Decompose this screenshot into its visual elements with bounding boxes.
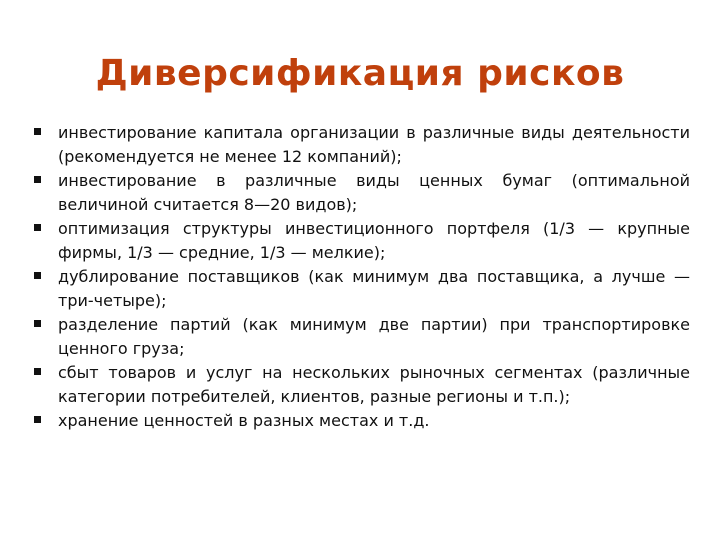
bullet-text: оптимизация структуры инвестиционного портфеля (1/3 — крупные фирмы, 1/3 — средние, 1/3 — мелкие); [58,219,690,262]
bullet-text: сбыт товаров и услуг на нескольких рыночных сегментах (различные категории потребителей, клиентов, разные регионы и т.п.); [58,363,690,406]
square-bullet-icon [34,176,41,183]
square-bullet-icon [34,224,41,231]
square-bullet-icon [34,128,41,135]
bullet-item [34,313,690,361]
bullet-item [34,361,690,409]
bullet-item [34,409,690,433]
bullet-item [34,169,690,217]
bullet-text: разделение партий (как минимум две партии) при транспортировке ценного груза; [58,315,690,358]
bullet-text: инвестирование в различные виды ценных бумаг (оптимальной величиной считается 8—20 видов); [58,171,690,214]
square-bullet-icon [34,272,41,279]
bullet-item [34,265,690,313]
bullet-item [34,217,690,265]
bullet-list [34,121,690,433]
square-bullet-icon [34,416,41,423]
bullet-text: дублирование поставщиков (как минимум два поставщика, а лучше — три-четыре); [58,267,690,310]
bullet-text: инвестирование капитала организации в различные виды деятельности (рекомендуется не менее 12 компаний); [58,123,690,166]
square-bullet-icon [34,368,41,375]
bullet-text: хранение ценностей в разных местах и т.д. [58,411,430,430]
slide-title: Диверсификация рисков [95,53,625,94]
bullet-item [34,121,690,169]
square-bullet-icon [34,320,41,327]
